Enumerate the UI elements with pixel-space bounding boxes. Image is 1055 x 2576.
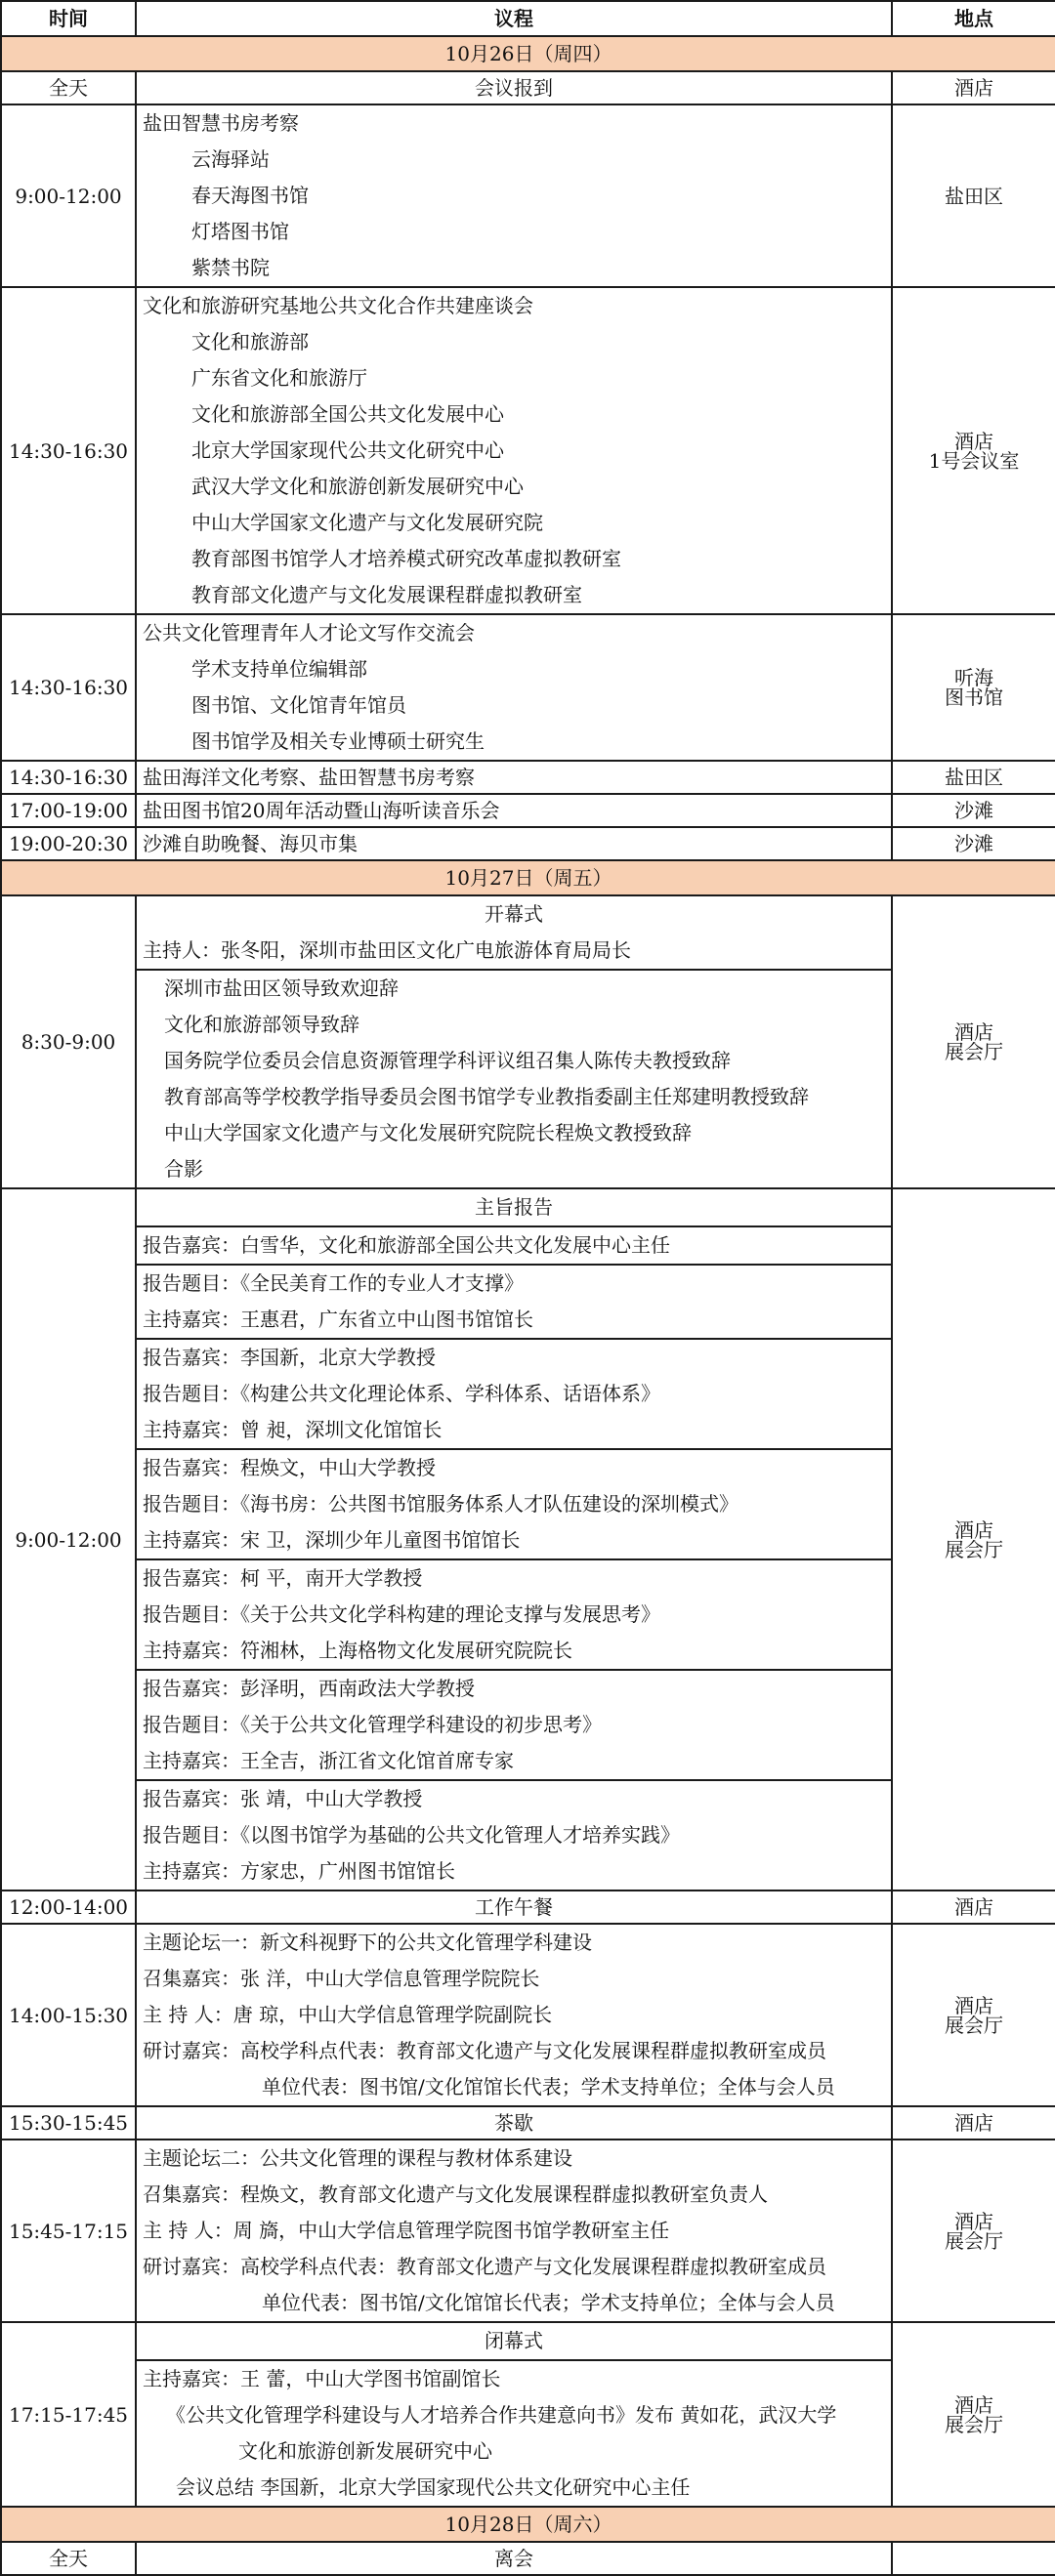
- location-cell: 酒店: [892, 2106, 1055, 2140]
- list-item: 文化和旅游部: [191, 330, 309, 353]
- table-row: [1, 2542, 1055, 2575]
- header-location: 地点: [892, 1, 1055, 36]
- list-item: 灯塔图书馆: [191, 220, 289, 243]
- time-cell: 14:30-16:30: [1, 614, 136, 761]
- discussant-line: 研讨嘉宾：高校学科点代表：教育部文化遗产与文化发展课程群虚拟教研室成员: [143, 2039, 826, 2062]
- discussant-line: 单位代表：图书馆/文化馆馆长代表；学术支持单位；全体与会人员: [262, 2075, 835, 2098]
- convener-line: 召集嘉宾：程焕文，教育部文化遗产与文化发展课程群虚拟教研室负责人: [143, 2182, 768, 2206]
- agenda-cell: [136, 1188, 892, 1890]
- topic-line: 报告题目：《海书房：公共图书馆服务体系人才队伍建设的深圳模式》: [143, 1492, 738, 1516]
- discussant-line: 单位代表：图书馆/文化馆馆长代表；学术支持单位；全体与会人员: [262, 2291, 835, 2314]
- location-cell: [892, 2140, 1055, 2322]
- header-time: 时间: [1, 1, 136, 36]
- time-cell: 全天: [1, 71, 136, 104]
- list-item: 云海驿站: [191, 147, 270, 171]
- list-item: 教育部图书馆学人才培养模式研究改革虚拟教研室: [191, 547, 621, 570]
- topic-line: 报告题目：《全民美育工作的专业人才支撑》: [143, 1271, 524, 1295]
- list-item: 春天海图书馆: [191, 184, 309, 207]
- table-row: [1, 2140, 1055, 2322]
- session-title: 公共文化管理青年人才论文写作交流会: [143, 621, 475, 644]
- forum-title: 主题论坛一：新文科视野下的公共文化管理学科建设: [143, 1931, 592, 1954]
- location-cell: [892, 1188, 1055, 1890]
- speaker-line: 报告嘉宾：柯 平，南开大学教授: [143, 1566, 423, 1590]
- host-line: 主持嘉宾：王全吉，浙江省文化馆首席专家: [137, 1743, 891, 1781]
- time-cell: 14:30-16:30: [1, 761, 136, 794]
- agenda-cell: 离会: [136, 2542, 892, 2575]
- list-item: 图书馆学及相关专业博硕士研究生: [191, 729, 485, 753]
- agenda-cell: [136, 287, 892, 614]
- location-line: 展会厅: [945, 2412, 1003, 2436]
- location-cell: [892, 614, 1055, 761]
- forum-title: 主题论坛二：公共文化管理的课程与教材体系建设: [143, 2146, 572, 2170]
- header-agenda: 议程: [136, 1, 892, 36]
- location-cell: [892, 2542, 1055, 2575]
- session-title: 闭幕式: [137, 2323, 891, 2361]
- release-line: [137, 2397, 891, 2470]
- discussant-line: 研讨嘉宾：高校学科点代表：教育部文化遗产与文化发展课程群虚拟教研室成员: [143, 2255, 826, 2278]
- speaker-line: 报告嘉宾：程焕文，中山大学教授: [143, 1456, 436, 1479]
- speaker-line: 报告嘉宾：白雪华，文化和旅游部全国公共文化发展中心主任: [137, 1227, 891, 1266]
- day-title: 10月28日（周六）: [1, 2507, 1055, 2542]
- agenda-cell: [136, 2322, 892, 2507]
- location-line: 展会厅: [945, 1537, 1003, 1561]
- host-line: 主 持 人：周 旖，中山大学信息管理学院图书馆学教研室主任: [143, 2219, 670, 2242]
- day-row: [1, 36, 1055, 71]
- host-line: 主持嘉宾：方家忠，广州图书馆馆长: [143, 1859, 455, 1883]
- session-title: 文化和旅游研究基地公共文化合作共建座谈会: [143, 294, 533, 317]
- table-row: [1, 827, 1055, 860]
- agenda-cell: [136, 794, 892, 827]
- location-line: 展会厅: [945, 1040, 1003, 1063]
- speaker-line: 报告嘉宾：张 靖，中山大学教授: [143, 1787, 423, 1810]
- table-row: [1, 71, 1055, 104]
- day-title: 10月26日（周四）: [1, 36, 1055, 71]
- host-line: 主持嘉宾：宋 卫，深圳少年儿童图书馆馆长: [137, 1522, 891, 1560]
- location-line: 酒店: [954, 1517, 993, 1542]
- location-line: 酒店: [954, 429, 993, 453]
- agenda-cell: [136, 2140, 892, 2322]
- time-cell: 12:00-14:00: [1, 1890, 136, 1924]
- speaker-line: 报告嘉宾：彭泽明，西南政法大学教授: [143, 1677, 475, 1700]
- day-row: [1, 2507, 1055, 2542]
- table-row: [1, 2322, 1055, 2507]
- agenda-cell: [136, 827, 892, 860]
- session-title: 盐田智慧书房考察: [143, 111, 299, 135]
- location-cell: 酒店: [892, 71, 1055, 104]
- time-cell: 15:30-15:45: [1, 2106, 136, 2140]
- list-item: 文化和旅游部领导致辞: [164, 1013, 359, 1036]
- location-line: 酒店: [954, 2392, 993, 2417]
- location-cell: [892, 895, 1055, 1188]
- time-cell: 17:00-19:00: [1, 794, 136, 827]
- table-row: [1, 287, 1055, 614]
- location-cell: 沙滩: [892, 827, 1055, 860]
- day-title: 10月27日（周五）: [1, 860, 1055, 895]
- speaker-line: 报告嘉宾：李国新，北京大学教授: [143, 1346, 436, 1369]
- location-line: 展会厅: [945, 2228, 1003, 2253]
- list-item: 武汉大学文化和旅游创新发展研究中心: [191, 475, 524, 498]
- list-item: 国务院学位委员会信息资源管理学科评议组召集人陈传夫教授致辞: [164, 1049, 731, 1072]
- agenda-cell: [136, 761, 892, 794]
- location-cell: 沙滩: [892, 794, 1055, 827]
- agenda-cell: 茶歇: [136, 2106, 892, 2140]
- session-title: 盐田图书馆20周年活动暨山海听读音乐会: [143, 799, 500, 822]
- topic-line: 报告题目：《构建公共文化理论体系、学科体系、话语体系》: [143, 1382, 660, 1405]
- table-row: [1, 2106, 1055, 2140]
- location-line: 展会厅: [945, 2013, 1003, 2037]
- session-title: 盐田海洋文化考察、盐田智慧书房考察: [143, 766, 475, 789]
- table-row: [1, 1188, 1055, 1890]
- table-row: [1, 614, 1055, 761]
- time-cell: 9:00-12:00: [1, 1188, 136, 1890]
- topic-line: 报告题目：《关于公共文化管理学科建设的初步思考》: [143, 1713, 602, 1736]
- host-line: 主持嘉宾：王惠君，广东省立中山图书馆馆长: [137, 1302, 891, 1340]
- location-line: 图书馆: [945, 686, 1003, 709]
- table-row: [1, 761, 1055, 794]
- list-item: 合影: [164, 1157, 203, 1181]
- host-line: 主持嘉宾：符湘林，上海格物文化发展研究院院长: [137, 1633, 891, 1671]
- location-line: 酒店: [954, 1993, 993, 2017]
- list-item: 教育部高等学校教学指导委员会图书馆学专业教指委副主任郑建明教授致辞: [164, 1085, 809, 1108]
- topic-line: 报告题目：《关于公共文化学科构建的理论支撑与发展思考》: [143, 1602, 660, 1626]
- time-cell: 19:00-20:30: [1, 827, 136, 860]
- location-cell: 盐田区: [892, 761, 1055, 794]
- location-line: 听海: [954, 666, 993, 689]
- list-item: 文化和旅游部全国公共文化发展中心: [191, 402, 504, 426]
- time-cell: 17:15-17:45: [1, 2322, 136, 2507]
- agenda-cell: [136, 104, 892, 287]
- session-title: 沙滩自助晚餐、海贝市集: [143, 832, 358, 855]
- time-cell: 全天: [1, 2542, 136, 2575]
- time-cell: 8:30-9:00: [1, 895, 136, 1188]
- header-row: [1, 1, 1055, 36]
- host-line: 主 持 人：唐 琼，中山大学信息管理学院副院长: [143, 2003, 553, 2026]
- list-item: 学术支持单位编辑部: [191, 657, 367, 681]
- day-row: [1, 860, 1055, 895]
- agenda-cell: [136, 895, 892, 1188]
- location-cell: 酒店: [892, 1890, 1055, 1924]
- host-line: 主持人：张冬阳，深圳市盐田区文化广电旅游体育局局长: [137, 933, 891, 971]
- list-item: 广东省文化和旅游厅: [191, 366, 367, 390]
- location-cell: [892, 2322, 1055, 2507]
- list-item: 中山大学国家文化遗产与文化发展研究院院长程焕文教授致辞: [164, 1121, 692, 1144]
- table-row: [1, 794, 1055, 827]
- list-item: 北京大学国家现代公共文化研究中心: [191, 438, 504, 462]
- summary-line: 会议总结 李国新，北京大学国家现代公共文化研究中心主任: [176, 2475, 691, 2499]
- time-cell: 14:30-16:30: [1, 287, 136, 614]
- agenda-cell: [136, 1924, 892, 2106]
- time-cell: 9:00-12:00: [1, 104, 136, 287]
- time-cell: 14:00-15:30: [1, 1924, 136, 2106]
- host-line: 主持嘉宾：曾 昶，深圳文化馆馆长: [137, 1412, 891, 1450]
- list-item: 教育部文化遗产与文化发展课程群虚拟教研室: [191, 583, 582, 606]
- table-row: [1, 895, 1055, 1188]
- topic-line: 报告题目：《以图书馆学为基础的公共文化管理人才培养实践》: [143, 1823, 680, 1847]
- location-line: 酒店: [954, 1020, 993, 1044]
- agenda-cell: [136, 614, 892, 761]
- release-text: 《公共文化管理学科建设与人才培养合作共建意向书》发布 黄如花，武汉大学: [166, 2403, 837, 2427]
- table-row: [1, 1924, 1055, 2106]
- table-row: [1, 104, 1055, 287]
- table-row: [1, 1890, 1055, 1924]
- session-title: 主旨报告: [137, 1189, 891, 1227]
- location-cell: 盐田区: [892, 104, 1055, 287]
- agenda-cell: 会议报到: [136, 71, 892, 104]
- list-item: 中山大学国家文化遗产与文化发展研究院: [191, 511, 543, 534]
- location-line: 1号会议室: [928, 448, 1020, 473]
- session-title: 开幕式: [485, 902, 543, 926]
- agenda-cell: 工作午餐: [136, 1890, 892, 1924]
- location-cell: [892, 1924, 1055, 2106]
- list-item: 紫禁书院: [191, 256, 270, 279]
- release-text: 文化和旅游创新发展研究中心: [238, 2439, 492, 2463]
- list-item: 深圳市盐田区领导致欢迎辞: [164, 976, 399, 1000]
- location-line: 酒店: [954, 2209, 993, 2233]
- location-cell: [892, 287, 1055, 614]
- list-item: 图书馆、文化馆青年馆员: [191, 693, 406, 717]
- time-cell: 15:45-17:15: [1, 2140, 136, 2322]
- host-line: 主持嘉宾：王 蕾，中山大学图书馆副馆长: [143, 2367, 501, 2390]
- convener-line: 召集嘉宾：张 洋，中山大学信息管理学院院长: [143, 1967, 540, 1990]
